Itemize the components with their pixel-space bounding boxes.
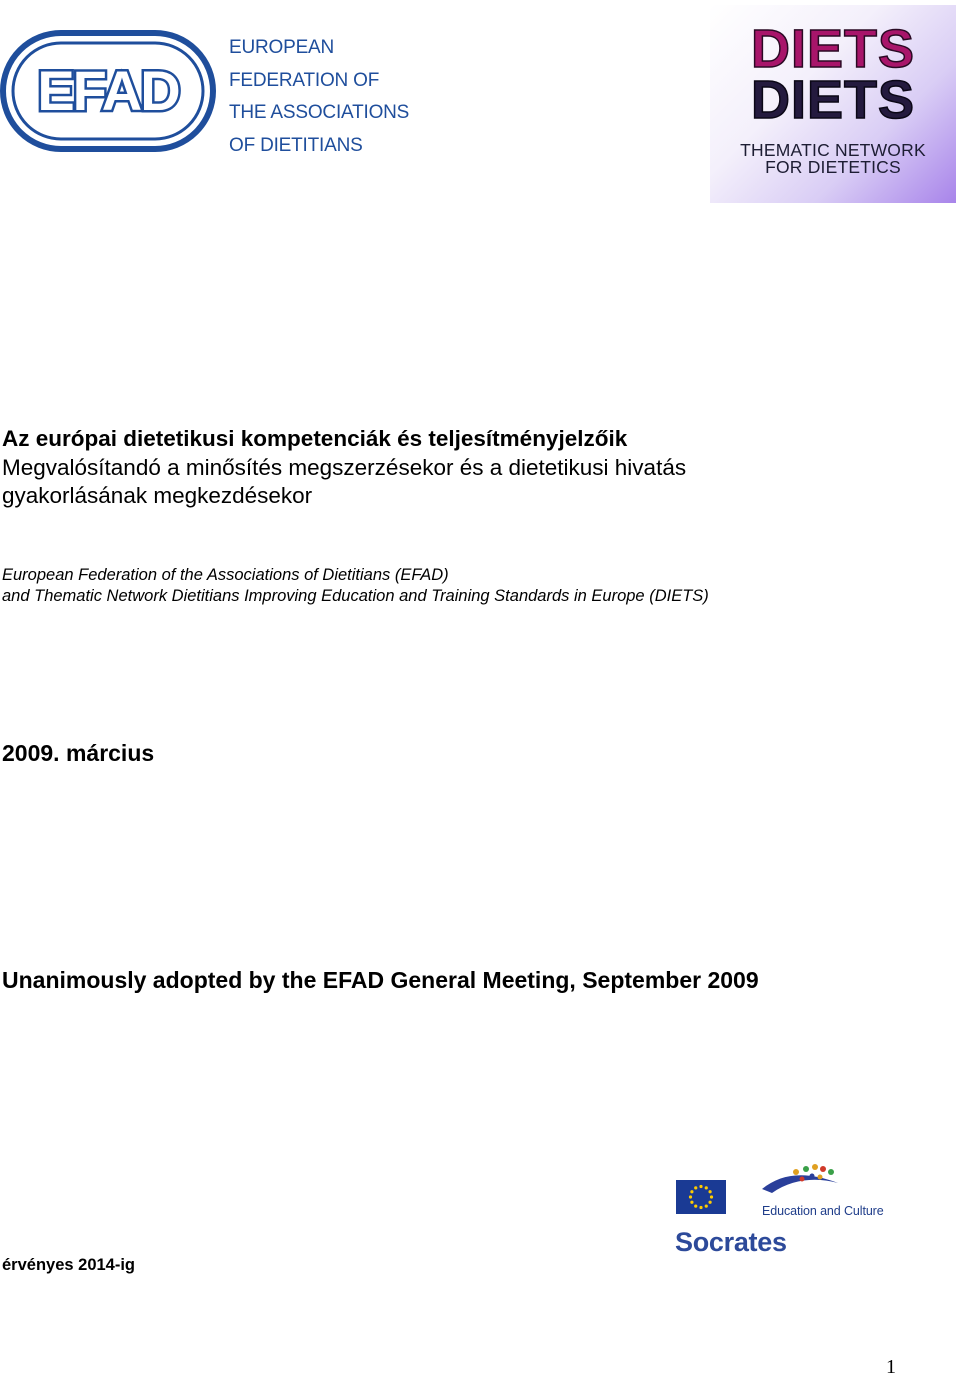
title-subtitle-line: Megvalósítandó a minősítés megszerzésekor és a dietetikusi hivatás xyxy=(2,454,687,480)
validity-note: érvényes 2014-ig xyxy=(2,1256,136,1274)
efad-wordmark-line: EUROPEAN xyxy=(229,37,335,58)
diets-logo-word-bottom: DIETS xyxy=(750,70,916,130)
efad-logo xyxy=(0,30,410,156)
education-culture-label: Education and Culture xyxy=(762,1204,884,1218)
efad-wordmark-line: FEDERATION OF xyxy=(229,69,380,91)
title-main-line: Az európai dietetikusi kompetenciák és teljesítményjelzőik xyxy=(2,426,628,451)
eu-star-icon xyxy=(690,1201,693,1204)
eu-star-icon xyxy=(708,1201,711,1204)
document-title xyxy=(2,425,942,511)
page-number: 1 xyxy=(886,1356,896,1378)
socrates-label: Socrates xyxy=(675,1227,787,1257)
title-subtitle-line: gyakorlásának megkezdésekor xyxy=(2,483,313,508)
eu-star-icon xyxy=(694,1204,697,1207)
efad-emblem-icon xyxy=(0,30,216,152)
eu-star-icon xyxy=(689,1195,692,1198)
efad-emblem-text: EFAD xyxy=(37,59,179,122)
eu-star-icon xyxy=(708,1190,711,1193)
eu-star-icon xyxy=(690,1190,693,1193)
eu-star-icon xyxy=(710,1195,713,1198)
organization-line: and Thematic Network Dietitians Improving Education and Training Standards in Europe (DIETS) xyxy=(2,586,709,605)
efad-wordmark-line: THE ASSOCIATIONS xyxy=(229,102,410,123)
eu-star-icon xyxy=(705,1204,708,1207)
diets-logo-tagline xyxy=(710,142,956,176)
document-date: 2009. március xyxy=(2,740,155,766)
diets-logo-word-top: DIETS xyxy=(750,19,916,79)
eu-flag-icon xyxy=(676,1180,726,1214)
eu-star-icon xyxy=(705,1186,708,1189)
education-culture-symbol-icon xyxy=(760,1163,842,1199)
efad-wordmark-line: OF DIETITIANS xyxy=(229,134,363,156)
adoption-statement: Unanimously adopted by the EFAD General Meeting, September 2009 xyxy=(2,967,759,993)
diets-tagline-line: FOR DIETETICS xyxy=(765,157,901,177)
organizations-block xyxy=(2,565,942,606)
eu-star-icon xyxy=(699,1206,702,1209)
organization-line: European Federation of the Associations of Dietitians (EFAD) xyxy=(2,566,449,584)
efad-wordmark xyxy=(229,32,409,162)
diets-logo xyxy=(710,5,956,203)
diets-tagline-line: THEMATIC NETWORK xyxy=(740,140,926,160)
eu-star-icon xyxy=(699,1185,702,1188)
eu-star-icon xyxy=(694,1186,697,1189)
